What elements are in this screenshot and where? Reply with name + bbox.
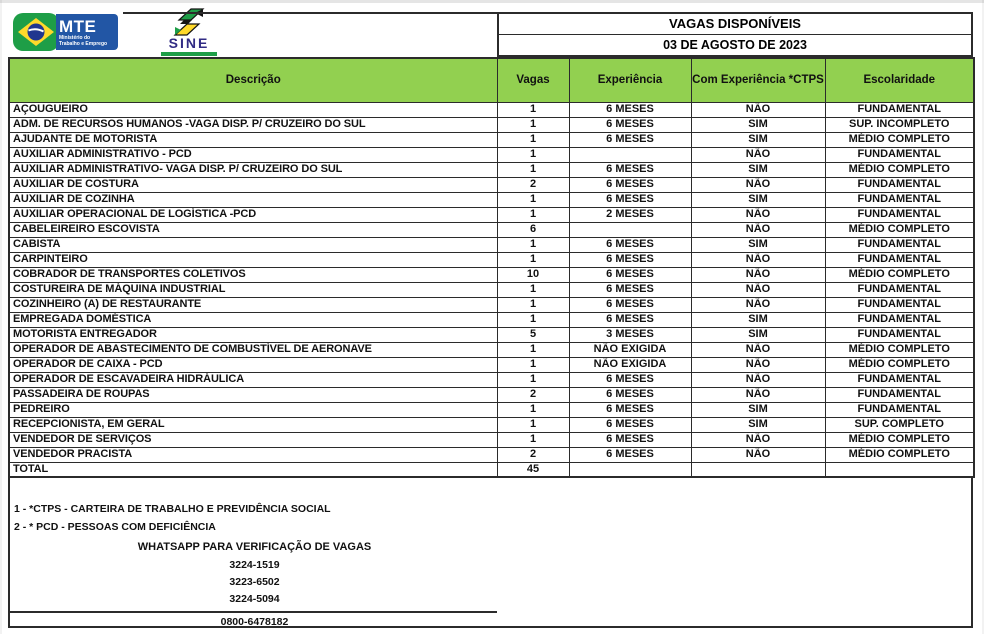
cell-descricao: AUXILIAR DE COSTURA (9, 177, 497, 192)
cell-descricao: AUXILIAR ADMINISTRATIVO- VAGA DISP. P/ CRUZEIRO DO SUL (9, 162, 497, 177)
cell-escolaridade: MÉDIO COMPLETO (825, 342, 974, 357)
total-exp-empty (569, 462, 691, 477)
note-pcd: 2 - * PCD - PESSOAS COM DEFICIÊNCIA (14, 521, 216, 533)
cell-experiencia: 2 MESES (569, 207, 691, 222)
table-row (9, 162, 974, 177)
cell-ctps: NÃO (691, 342, 825, 357)
cell-vagas: 2 (497, 387, 569, 402)
table-row (9, 432, 974, 447)
mte-ministry-line1: Ministério do (59, 34, 91, 41)
cell-ctps: NÃO (691, 267, 825, 282)
cell-escolaridade: FUNDAMENTAL (825, 297, 974, 312)
table-row (9, 132, 974, 147)
cell-ctps: SIM (691, 192, 825, 207)
footer-notes (10, 500, 971, 536)
cell-vagas: 1 (497, 312, 569, 327)
cell-vagas: 1 (497, 237, 569, 252)
table-total-section (9, 462, 974, 477)
cell-experiencia (569, 222, 691, 237)
cell-vagas: 5 (497, 327, 569, 342)
cell-vagas: 1 (497, 402, 569, 417)
cell-escolaridade: FUNDAMENTAL (825, 237, 974, 252)
cell-vagas: 1 (497, 132, 569, 147)
footer-center (10, 538, 499, 608)
table-row (9, 282, 974, 297)
cell-experiencia: 6 MESES (569, 162, 691, 177)
cell-ctps: SIM (691, 327, 825, 342)
cell-experiencia: 6 MESES (569, 432, 691, 447)
table-row (9, 417, 974, 432)
cell-ctps: NÃO (691, 372, 825, 387)
sheet (8, 12, 973, 628)
table-header (9, 58, 974, 102)
cell-ctps: NÃO (691, 432, 825, 447)
cell-vagas: 2 (497, 447, 569, 462)
note-ctps: 1 - *CTPS - CARTEIRA DE TRABALHO E PREVIDÊNCIA SOCIAL (14, 503, 331, 515)
cell-vagas: 1 (497, 357, 569, 372)
table-row (9, 207, 974, 222)
cell-ctps: NÃO (691, 447, 825, 462)
cell-experiencia: 6 MESES (569, 312, 691, 327)
cell-vagas: 1 (497, 282, 569, 297)
cell-experiencia: 3 MESES (569, 327, 691, 342)
table-row (9, 237, 974, 252)
column-header-experiencia: Experiência (569, 58, 691, 102)
phone-number-2: 3223-6502 (229, 576, 280, 588)
cell-ctps: NÃO (691, 102, 825, 117)
table-row (9, 312, 974, 327)
cell-ctps: NÃO (691, 297, 825, 312)
column-header-escolaridade: Escolaridade (825, 58, 974, 102)
cell-descricao: CABISTA (9, 237, 497, 252)
cell-vagas: 1 (497, 252, 569, 267)
table-row (9, 447, 974, 462)
table-row (9, 357, 974, 372)
phone-number-1: 3224-1519 (229, 559, 280, 571)
footer-box (8, 478, 973, 628)
cell-experiencia: 6 MESES (569, 417, 691, 432)
cell-escolaridade: MÉDIO COMPLETO (825, 447, 974, 462)
cell-experiencia: 6 MESES (569, 117, 691, 132)
cell-escolaridade: FUNDAMENTAL (825, 402, 974, 417)
cell-escolaridade: FUNDAMENTAL (825, 312, 974, 327)
cell-ctps: SIM (691, 417, 825, 432)
cell-experiencia: 6 MESES (569, 387, 691, 402)
bulletin-date: 03 DE AGOSTO DE 2023 (663, 37, 807, 52)
cell-vagas: 1 (497, 192, 569, 207)
table-row (9, 102, 974, 117)
cell-descricao: VENDEDOR PRACISTA (9, 447, 497, 462)
cell-ctps: SIM (691, 162, 825, 177)
cell-escolaridade: MÉDIO COMPLETO (825, 162, 974, 177)
cell-ctps: SIM (691, 237, 825, 252)
cell-escolaridade: FUNDAMENTAL (825, 102, 974, 117)
cell-escolaridade: MÉDIO COMPLETO (825, 222, 974, 237)
cell-experiencia (569, 147, 691, 162)
cell-ctps: NÃO (691, 282, 825, 297)
cell-vagas: 1 (497, 417, 569, 432)
cell-ctps: NÃO (691, 177, 825, 192)
vacancies-table (8, 57, 975, 478)
total-vagas: 45 (497, 462, 569, 477)
cell-vagas: 1 (497, 297, 569, 312)
total-ctps-empty (691, 462, 825, 477)
cell-descricao: CABELEIREIRO ESCOVISTA (9, 222, 497, 237)
cell-experiencia: 6 MESES (569, 297, 691, 312)
mte-acronym: MTE (59, 16, 97, 36)
table-row (9, 327, 974, 342)
cell-vagas: 6 (497, 222, 569, 237)
cell-ctps: NÃO (691, 207, 825, 222)
column-header-descricao: Descrição (9, 58, 497, 102)
cell-vagas: 1 (497, 117, 569, 132)
cell-ctps: SIM (691, 402, 825, 417)
cell-experiencia: 6 MESES (569, 372, 691, 387)
column-header-vagas: Vagas (497, 58, 569, 102)
table-row (9, 117, 974, 132)
cell-descricao: COBRADOR DE TRANSPORTES COLETIVOS (9, 267, 497, 282)
cell-descricao: PEDREIRO (9, 402, 497, 417)
cell-escolaridade: FUNDAMENTAL (825, 282, 974, 297)
cell-vagas: 1 (497, 162, 569, 177)
top-border-line (123, 12, 497, 14)
cell-escolaridade: MÉDIO COMPLETO (825, 432, 974, 447)
cell-descricao: AÇOUGUEIRO (9, 102, 497, 117)
cell-descricao: VENDEDOR DE SERVIÇOS (9, 432, 497, 447)
cell-ctps: NÃO (691, 357, 825, 372)
cell-descricao: AUXILIAR ADMINISTRATIVO - PCD (9, 147, 497, 162)
cell-experiencia: 6 MESES (569, 447, 691, 462)
cell-experiencia: 6 MESES (569, 177, 691, 192)
cell-ctps: SIM (691, 117, 825, 132)
cell-ctps: NÃO (691, 222, 825, 237)
total-label: TOTAL (9, 462, 497, 477)
cell-ctps: NÃO (691, 252, 825, 267)
cell-vagas: 1 (497, 372, 569, 387)
cell-ctps: SIM (691, 132, 825, 147)
hotline-number: 0800-6478182 (220, 616, 289, 628)
cell-vagas: 1 (497, 207, 569, 222)
cell-experiencia: 6 MESES (569, 102, 691, 117)
table-row (9, 297, 974, 312)
cell-descricao: ADM. DE RECURSOS HUMANOS -VAGA DISP. P/ CRUZEIRO DO SUL (9, 117, 497, 132)
cell-descricao: AUXILIAR OPERACIONAL DE LOGÍSTICA -PCD (9, 207, 497, 222)
cell-descricao: COSTUREIRA DE MÁQUINA INDUSTRIAL (9, 282, 497, 297)
table-row (9, 267, 974, 282)
cell-escolaridade: MÉDIO COMPLETO (825, 357, 974, 372)
sine-name: SINE (168, 35, 210, 51)
table-row (9, 222, 974, 237)
cell-escolaridade: FUNDAMENTAL (825, 252, 974, 267)
cell-experiencia: 6 MESES (569, 282, 691, 297)
table-row (9, 372, 974, 387)
table-row (9, 192, 974, 207)
cell-escolaridade: MÉDIO COMPLETO (825, 132, 974, 147)
cell-descricao: OPERADOR DE ABASTECIMENTO DE COMBUSTÍVEL DE AERONAVE (9, 342, 497, 357)
title-box (497, 12, 973, 57)
cell-experiencia: 6 MESES (569, 132, 691, 147)
table-row (9, 177, 974, 192)
cell-ctps: NÃO (691, 147, 825, 162)
cell-experiencia: 6 MESES (569, 267, 691, 282)
table-body (9, 102, 974, 462)
cell-escolaridade: SUP. INCOMPLETO (825, 117, 974, 132)
cell-descricao: OPERADOR DE ESCAVADEIRA HIDRÁULICA (9, 372, 497, 387)
cell-descricao: COZINHEIRO (A) DE RESTAURANTE (9, 297, 497, 312)
cell-escolaridade: FUNDAMENTAL (825, 177, 974, 192)
cell-escolaridade: FUNDAMENTAL (825, 207, 974, 222)
phone-number-3: 3224-5094 (229, 593, 280, 605)
cell-descricao: EMPREGADA DOMÉSTICA (9, 312, 497, 327)
cell-vagas: 1 (497, 342, 569, 357)
cell-ctps: SIM (691, 312, 825, 327)
cell-escolaridade: FUNDAMENTAL (825, 327, 974, 342)
cell-descricao: OPERADOR DE CAIXA - PCD (9, 357, 497, 372)
column-header-ctps: Com Experiência *CTPS (691, 58, 825, 102)
table-row (9, 342, 974, 357)
whatsapp-heading: WHATSAPP PARA VERIFICAÇÃO DE VAGAS (137, 541, 372, 553)
table-row (9, 387, 974, 402)
cell-experiencia: 6 MESES (569, 192, 691, 207)
header-strip (8, 12, 973, 57)
table-row (9, 402, 974, 417)
cell-vagas: 1 (497, 432, 569, 447)
cell-escolaridade: FUNDAMENTAL (825, 147, 974, 162)
cell-experiencia: NÃO EXIGIDA (569, 357, 691, 372)
cell-descricao: AUXILIAR DE COZINHA (9, 192, 497, 207)
cell-escolaridade: FUNDAMENTAL (825, 372, 974, 387)
cell-descricao: MOTORISTA ENTREGADOR (9, 327, 497, 342)
table-row (9, 252, 974, 267)
cell-vagas: 1 (497, 147, 569, 162)
page-title: VAGAS DISPONÍVEIS (499, 14, 971, 35)
cell-descricao: PASSADEIRA DE ROUPAS (9, 387, 497, 402)
cell-descricao: AJUDANTE DE MOTORISTA (9, 132, 497, 147)
total-row (9, 462, 974, 477)
cell-escolaridade: SUP. COMPLETO (825, 417, 974, 432)
cell-vagas: 2 (497, 177, 569, 192)
total-esc-empty (825, 462, 974, 477)
cell-experiencia: 6 MESES (569, 402, 691, 417)
cell-ctps: NÃO (691, 387, 825, 402)
cell-vagas: 10 (497, 267, 569, 282)
cell-vagas: 1 (497, 102, 569, 117)
mte-ministry-line2: Trabalho e Emprego (59, 40, 108, 47)
cell-experiencia: 6 MESES (569, 237, 691, 252)
cell-descricao: CARPINTEIRO (9, 252, 497, 267)
cell-descricao: RECEPCIONISTA, EM GERAL (9, 417, 497, 432)
cell-escolaridade: MÉDIO COMPLETO (825, 267, 974, 282)
cell-escolaridade: FUNDAMENTAL (825, 387, 974, 402)
cell-escolaridade: FUNDAMENTAL (825, 192, 974, 207)
table-row (9, 147, 974, 162)
cell-experiencia: NÃO EXIGIDA (569, 342, 691, 357)
cell-experiencia: 6 MESES (569, 252, 691, 267)
